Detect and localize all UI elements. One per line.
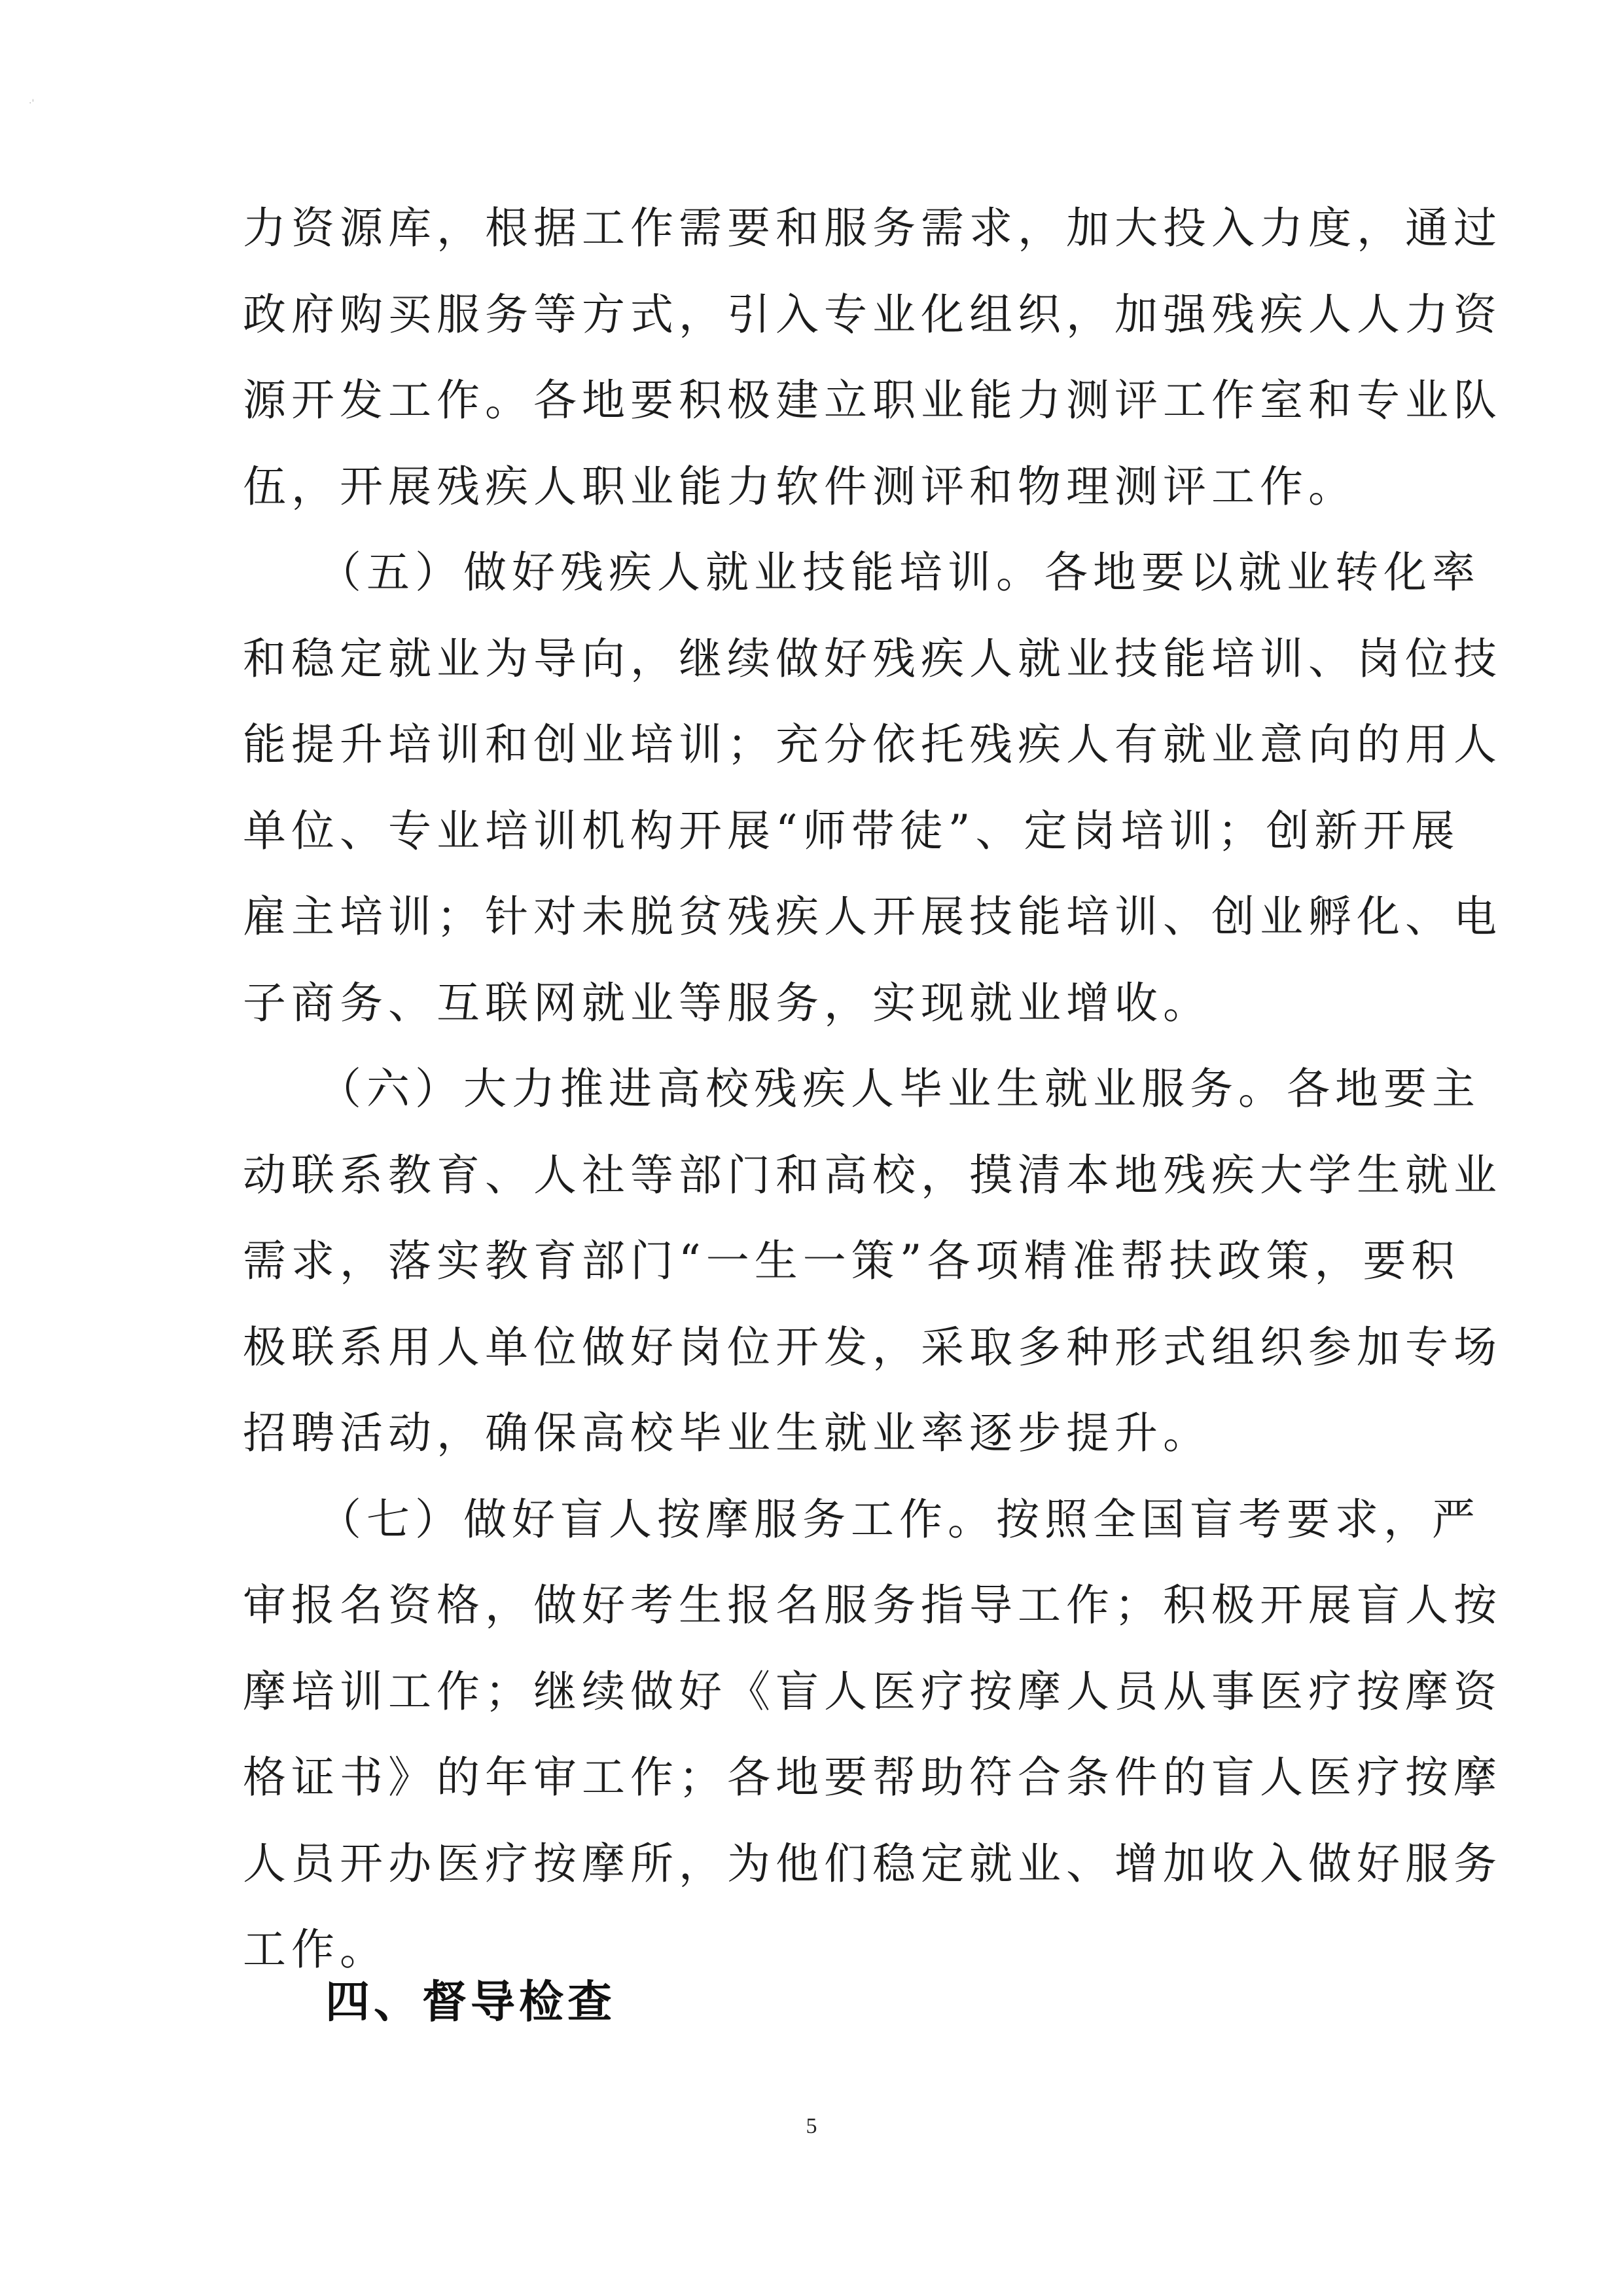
section-heading: 四、督导检查 xyxy=(325,1977,616,2028)
text-line: 雇主培训；针对未脱贫残疾人开展技能培训、创业孵化、电 xyxy=(243,891,1502,942)
scan-artifact: ·' xyxy=(29,98,35,109)
text-line: 审报名资格，做好考生报名服务指导工作；积极开展盲人按 xyxy=(243,1580,1502,1630)
text-line: 格证书》的年审工作；各地要帮助符合条件的盲人医疗按摩 xyxy=(243,1752,1502,1803)
text-line: 子商务、互联网就业等服务，实现就业增收。 xyxy=(243,977,1211,1028)
text-line: 伍，开展残疾人职业能力软件测评和物理测评工作。 xyxy=(243,461,1357,512)
text-line: （五）做好残疾人就业技能培训。各地要以就业转化率 xyxy=(243,547,1480,598)
text-line: （七）做好盲人按摩服务工作。按照全国盲考要求，严 xyxy=(243,1494,1480,1545)
text-line: 工作。 xyxy=(243,1924,388,1975)
text-line: 招聘活动，确保高校毕业生就业率逐步提升。 xyxy=(243,1408,1211,1458)
text-line: 动联系教育、人社等部门和高校，摸清本地残疾大学生就业 xyxy=(243,1149,1502,1200)
body-text xyxy=(243,185,1502,1993)
text-line: （六）大力推进高校残疾人毕业生就业服务。各地要主 xyxy=(243,1064,1480,1114)
text-line: 摩培训工作；继续做好《盲人医疗按摩人员从事医疗按摩资 xyxy=(243,1666,1502,1717)
text-line: 和稳定就业为导向，继续做好残疾人就业技能培训、岗位技 xyxy=(243,633,1502,684)
text-line: 政府购买服务等方式，引入专业化组织，加强残疾人人力资 xyxy=(243,289,1502,340)
page-number: 5 xyxy=(806,2114,817,2138)
text-line: 力资源库，根据工作需要和服务需求，加大投入力度，通过 xyxy=(243,203,1502,253)
text-line: 能提升培训和创业培训；充分依托残疾人有就业意向的用人 xyxy=(243,719,1502,770)
text-line: 源开发工作。各地要积极建立职业能力测评工作室和专业队 xyxy=(243,375,1502,425)
text-line: 单位、专业培训机构开展“师带徒”、定岗培训；创新开展 xyxy=(243,805,1460,856)
text-line: 极联系用人单位做好岗位开发，采取多种形式组织参加专场 xyxy=(243,1321,1502,1372)
text-line: 人员开办医疗按摩所，为他们稳定就业、增加收入做好服务 xyxy=(243,1838,1502,1889)
text-line: 需求，落实教育部门“一生一策”各项精准帮扶政策，要积 xyxy=(243,1236,1460,1286)
